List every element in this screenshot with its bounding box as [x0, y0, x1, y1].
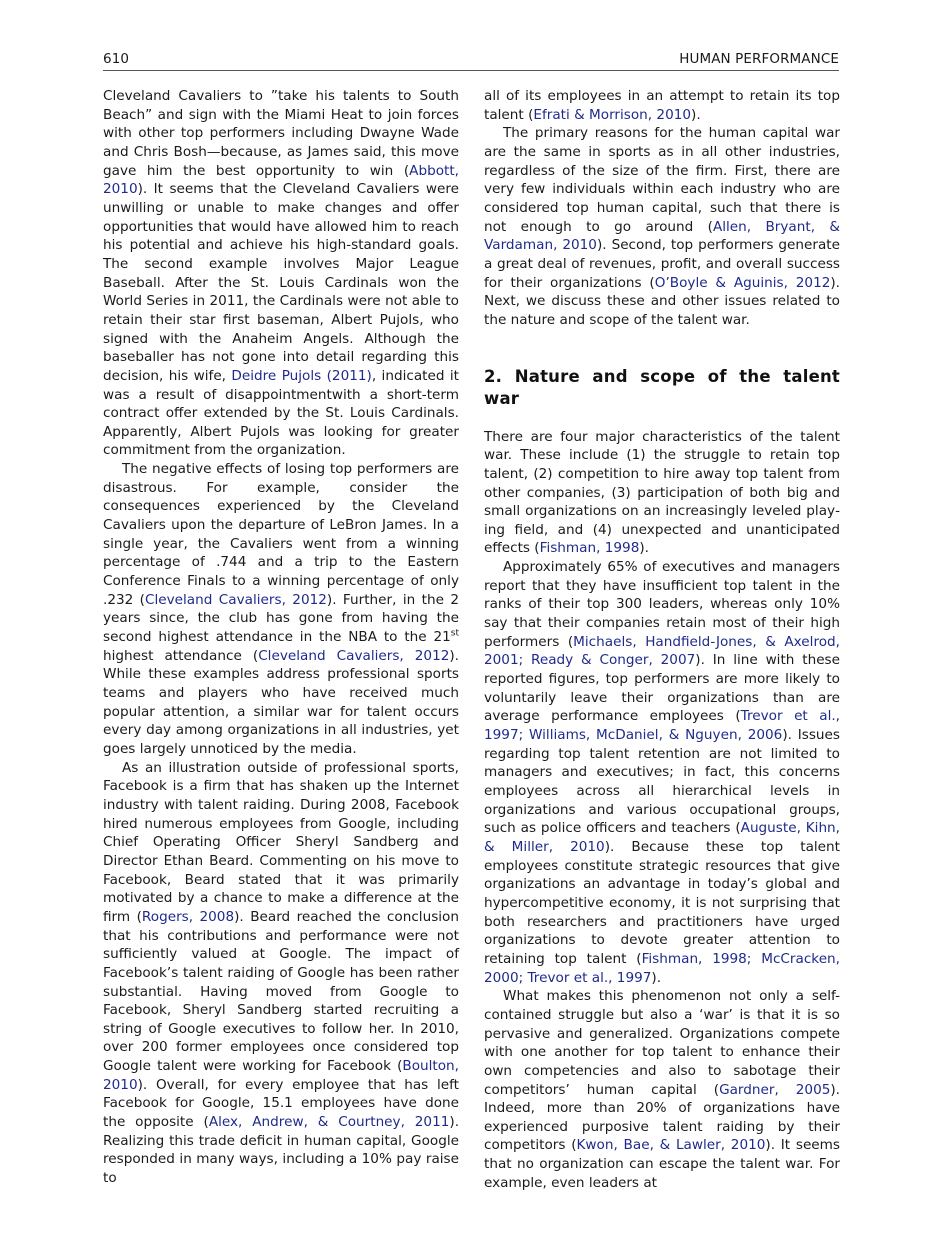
paragraph: [103, 87, 459, 460]
body-text: ). Indeed, more than 20% of organizations have experienced purposive talent raiding by their competitors (: [484, 1081, 840, 1154]
paragraph: [103, 460, 459, 759]
body-text: ). Because these top talent employees constitute strategic resources that give organizations an advantage in today’s global and hypercompetitive economy, it is not surprising that both researchers and practitioners have urged organizations to devote greater attention to retaining top talent (: [484, 838, 840, 967]
body-text: ). Second, top performers generate a great deal of revenues, profit, and overall success for their organizations (: [484, 237, 840, 291]
citation-link[interactable]: Rogers, 2008: [141, 908, 235, 925]
body-text: ). Next, we discuss these and other issues related to the nature and scope of the talent war.: [484, 274, 840, 328]
body-text: ). Issues regarding top talent retention are not limited to managers and executives; in fact, this concerns employees across all hierarchical levels in organizations and various occupational groups, such as police officers and teachers (: [484, 727, 840, 837]
paragraph: [484, 124, 840, 329]
citation-link[interactable]: Auguste, Kihn, & Miller, 2010: [484, 820, 840, 855]
citation-link[interactable]: Fishman, 1998: [539, 540, 640, 557]
citation-link[interactable]: Michaels, Handfield-Jones, & Axelrod, 2001; Ready & Conger, 2007: [484, 633, 841, 669]
body-text: As an illustration outside of professional sports, Facebook is a firm that has shaken up the Internet industry with talent raiding. During 2008, Facebook hired numerous employees from Google, including Chief Operating Officer Sheryl Sandberg and Director Ethan Beard. Commenting on his move to Facebook, Beard stated that it was primarily motivated by a chance to make a difference at the firm (: [103, 759, 459, 925]
citation-link[interactable]: Efrati & Morrison, 2010: [533, 106, 692, 123]
running-header: [103, 50, 839, 71]
citation-link[interactable]: Deidre Pujols (2011): [231, 367, 372, 384]
left-column: [103, 87, 459, 1188]
body-text: ). Overall, for every employee that has left Facebook for Google, 15.1 employees have done the opposite (: [103, 1076, 459, 1131]
body-text: ). Beard reached the conclusion that his contributions and performance were not sufficiently valued at Google. The impact of Facebook’s talent raiding of Google has been rather substantial. Having moved from Google to Facebook, Sheryl Sandberg started recruiting a string of Google executives to follow her. In 2010, over 200 former employees once considered top Google talent were working for Facebook (: [103, 908, 459, 1075]
citation-link[interactable]: Abbott, 2010: [103, 162, 459, 198]
body-text: There are four major characteristics of the talent war. These include (1) the struggle to retain top talent, (2) competition to hire away top talent from other companies, (3) participation of both big and small organizations on an increasingly leveled playing field, and (4) unexpected and unanticipated effects (: [484, 428, 840, 557]
paragraph: [484, 987, 840, 1192]
citation-link[interactable]: Allen, Bryant, & Vardaman, 2010: [484, 218, 840, 254]
body-text: , indicated it was a result of disappointmentwith a short-term contract offer extended by the St. Louis Cardinals. Apparently, Albert Pujols was looking for greater commitment from the organization.: [103, 367, 459, 459]
body-text: all of its employees in an attempt to retain its top talent (: [484, 88, 840, 123]
body-text: highest attendance (: [103, 647, 259, 664]
superscript: st: [450, 628, 459, 639]
body-text: ).: [639, 540, 649, 557]
citation-link[interactable]: O’Boyle & Aguinis, 2012: [654, 274, 831, 291]
paragraph: [103, 759, 459, 1188]
body-text: The primary reasons for the human capital war are the same in sports as in all other industries, regardless of the size of the firm. First, there are very few individuals within each industry who are considered top human capital, such that there is not enough to go around (: [484, 125, 840, 235]
right-column: [484, 87, 840, 1192]
body-text: Approximately 65% of executives and managers report that they have insufficient top talent in the ranks of their top 300 leaders, whereas only 10% say that their companies retain most of their high performers (: [484, 559, 840, 650]
paragraph: [484, 87, 840, 124]
body-text: ). It seems that no organization can escape the talent war. For example, even leaders at: [484, 1137, 840, 1191]
citation-link[interactable]: Gardner, 2005: [719, 1081, 831, 1098]
body-text: Cleveland Cavaliers to ”take his talents to South Beach” and sign with the Miami Heat to join forces with other top performers including Dwayne Wade and Chris Bosh—because, as James said, this move gave him the best opportunity to win (: [103, 88, 459, 179]
citation-link[interactable]: Alex, Andrew, & Courtney, 2011: [208, 1114, 450, 1131]
body-text: ). Further, in the 2 years since, the club has gone from having the second highest attendance in the NBA to the 21: [103, 591, 459, 646]
page-number: 610: [103, 51, 130, 67]
citation-link[interactable]: Boulton, 2010: [103, 1058, 459, 1093]
body-text: ). While these examples address professional sports teams and players who have received much popular attention, a similar war for talent occurs every day among organizations in all industries, yet goes largely unnoticed by the media.: [103, 647, 459, 757]
body-text: ). Realizing this trade deficit in human capital, Google responded in many ways, including a 10% pay raise to: [103, 1114, 460, 1187]
body-text: ).: [691, 106, 701, 123]
body-text: ). In line with these reported figures, top performers are more likely to voluntarily leave their organizations than are average performance employees (: [484, 652, 840, 725]
citation-link[interactable]: Fishman, 1998; McCracken, 2000; Trevor et al., 1997: [484, 950, 840, 986]
body-text: ). It seems that the Cleveland Cavaliers were unwilling or unable to make changes and offer opportunities that would have allowed him to reach his potential and achieve his high-standard goals. The second example involves Major League Baseball. After the St. Louis Cardinals won the World Series in 2011, the Cardinals were not able to retain their star first baseman, Albert Pujols, who signed with the Anaheim Angels. Although the baseballer has not gone into detail regarding this decision, his wife,: [103, 181, 459, 384]
paragraph: [484, 428, 840, 559]
section-heading: 2. Nature and scope of the talent war: [484, 366, 840, 408]
paragraph: [484, 558, 840, 987]
running-title: HUMAN PERFORMANCE: [679, 51, 839, 67]
body-text: What makes this phenomenon not only a self-contained struggle but also a ‘war’ is that it is so pervasive and generalized. Organizations compete with one another for top talent to enhance their own competencies and also to sabotage their competitors’ human capital (: [484, 988, 840, 1098]
body-text: ).: [651, 969, 662, 986]
citation-link[interactable]: Cleveland Cavaliers, 2012: [258, 647, 450, 664]
body-text: The negative effects of losing top performers are disastrous. For example, consider the consequences experienced by the Cleveland Cavaliers upon the departure of LeBron James. In a single year, the Cavaliers went from a winning percentage of .744 and a trip to the Eastern Conference Finals to a winning percentage of only .232 (: [103, 461, 459, 608]
citation-link[interactable]: Trevor et al., 1997; Williams, McDaniel, & Nguyen, 2006: [484, 708, 841, 744]
citation-link[interactable]: Kwon, Bae, & Lawler, 2010: [576, 1137, 766, 1154]
citation-link[interactable]: Cleveland Cavaliers, 2012: [144, 591, 327, 608]
